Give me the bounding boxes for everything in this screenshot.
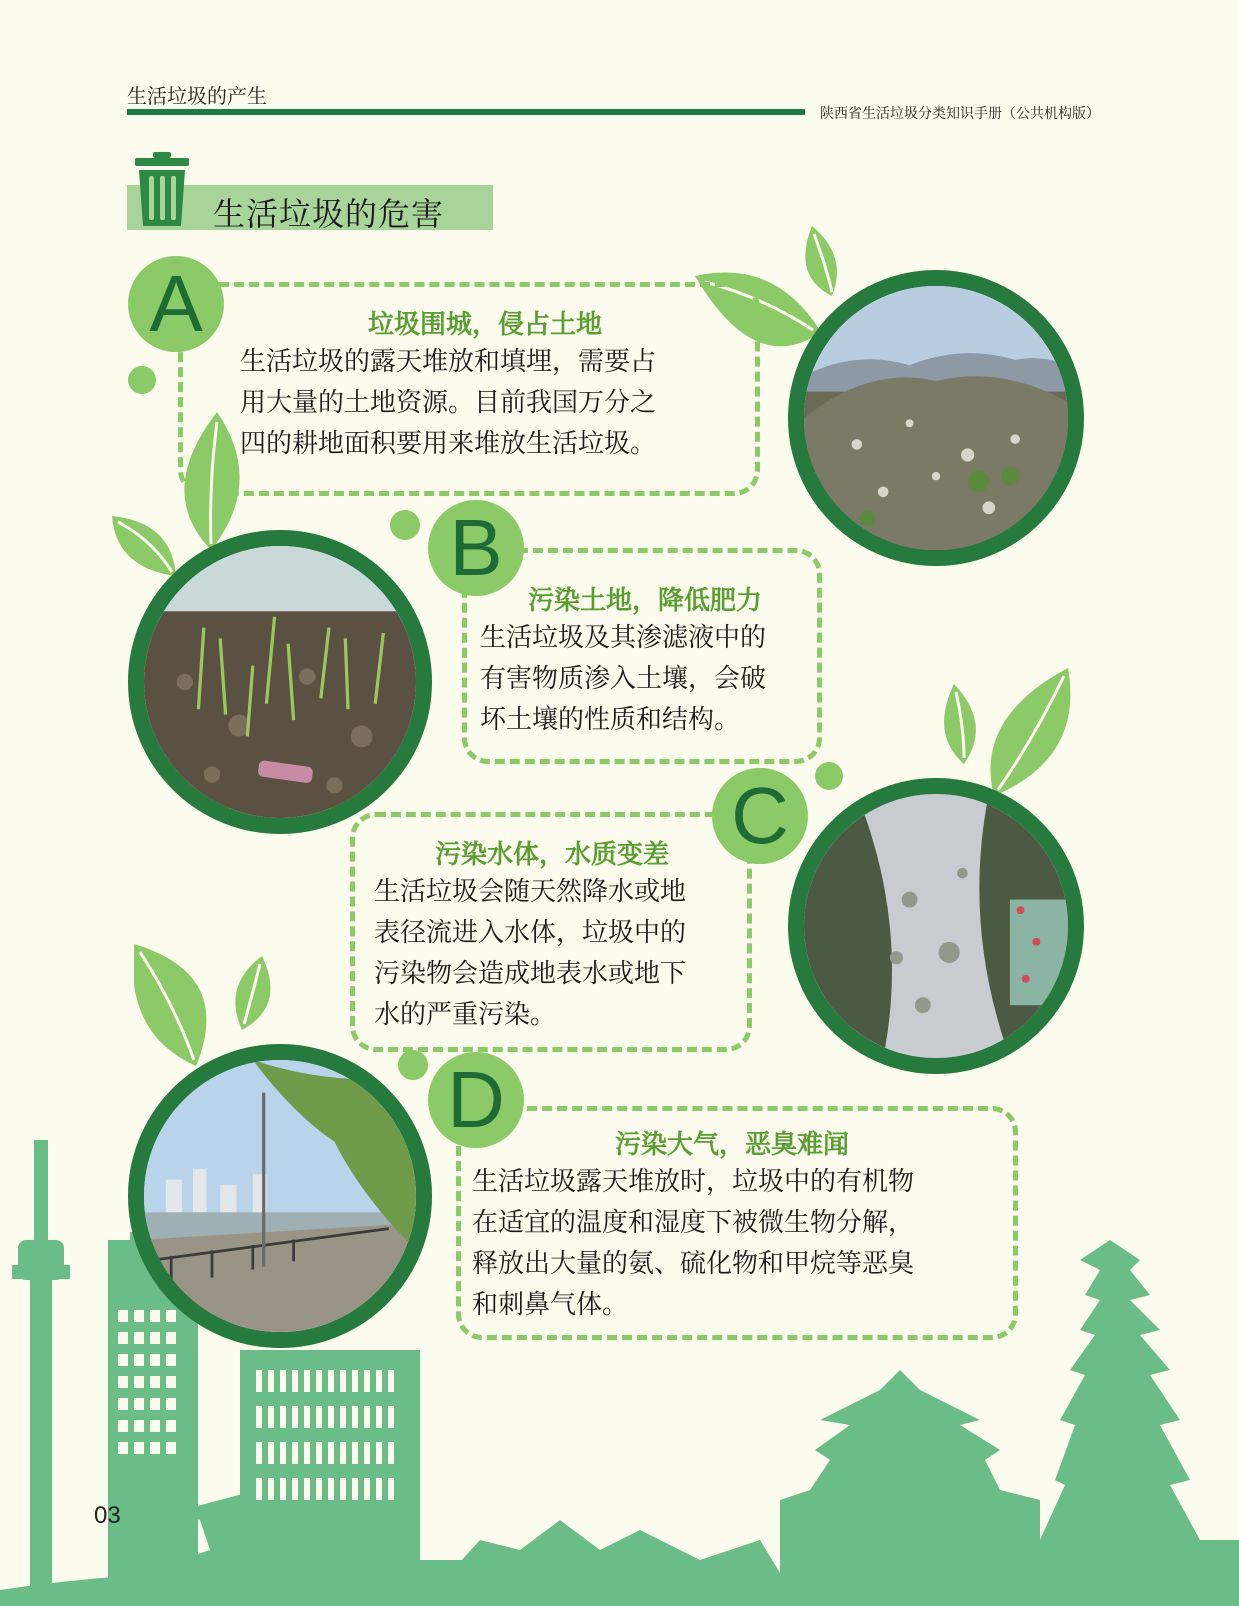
- leaf-icon: [134, 944, 224, 1068]
- leaf-icon: [984, 668, 1074, 798]
- section-a-text: 生活垃圾的露天堆放和填埋，需要占 用大量的土地资源。目前我国万分之 四的耕地面积要用来堆放生活垃圾。: [240, 347, 657, 459]
- section-label: 生活垃圾的产生: [127, 84, 267, 108]
- leaf-icon: [112, 516, 178, 578]
- leaf-icon: [934, 684, 986, 766]
- section-b-letter: B: [428, 500, 524, 596]
- section-d-heading: 污染大气，恶臭难闻: [614, 1130, 849, 1160]
- section-a-letter: A: [128, 256, 224, 352]
- handbook-title: 陕西省生活垃圾分类知识手册（公共机构版）: [820, 106, 1100, 122]
- decor-dot: [390, 510, 420, 540]
- section-b-heading: 污染土地，降低肥力: [527, 586, 762, 616]
- section-d-letter: D: [428, 1052, 524, 1148]
- riverside-photo: [128, 1044, 432, 1348]
- section-c-letter: C: [712, 768, 808, 864]
- section-d-text: 生活垃圾露天堆放时，垃圾中的有机物 在适宜的温度和湿度下被微生物分解， 释放出大量的氨、硫化物和甲烷等恶臭 和刺鼻气体。: [472, 1167, 915, 1320]
- polluted-water-photo: [788, 778, 1084, 1074]
- polluted-soil-photo: [128, 530, 432, 834]
- section-c-text: 生活垃圾会随天然降水或地 表径流进入水体，垃圾中的 污染物会造成地表水或地下 水的严重污染。: [374, 877, 687, 1030]
- page-title: 生活垃圾的危害: [213, 195, 445, 233]
- leaf-icon: [222, 956, 276, 1032]
- landfill-photo: [788, 270, 1084, 566]
- decor-dot: [128, 366, 156, 394]
- trash-can-icon: [133, 150, 191, 228]
- section-c-heading: 污染水体，水质变差: [434, 840, 669, 870]
- header-divider: [127, 109, 805, 115]
- section-b-text: 生活垃圾及其渗滤液中的 有害物质渗入土壤，会破 坏土壤的性质和结构。: [480, 623, 767, 735]
- decor-dot: [815, 762, 843, 790]
- leaf-icon: [792, 226, 848, 298]
- decor-dot: [398, 1050, 428, 1080]
- page-number: 03: [94, 1502, 121, 1529]
- section-a-heading: 垃圾围城，侵占土地: [367, 310, 602, 340]
